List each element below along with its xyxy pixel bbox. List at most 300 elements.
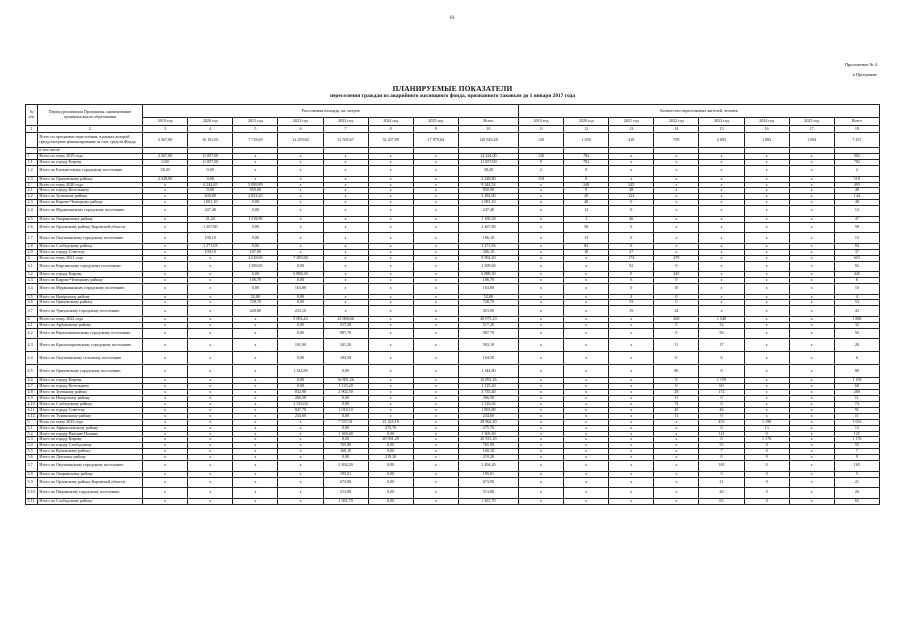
value-cell: 13 xyxy=(834,233,879,244)
row-name-cell: Всего по этапу 2022 года xyxy=(37,316,142,322)
value-cell: 653 xyxy=(834,255,879,261)
row-number-cell: 5.3 xyxy=(26,437,38,443)
value-cell: x xyxy=(368,154,413,160)
table-row xyxy=(26,222,880,233)
value-cell: x xyxy=(564,283,609,294)
value-cell: x xyxy=(789,194,834,200)
value-cell: x xyxy=(233,328,278,339)
value-cell: 32 xyxy=(834,322,879,328)
value-cell: 11 xyxy=(654,413,699,419)
indicators-table xyxy=(25,104,880,505)
value-cell: 0,00 xyxy=(323,401,368,407)
value-cell: x xyxy=(368,243,413,249)
value-cell: 0,00 xyxy=(188,166,233,177)
value-cell: x xyxy=(143,255,188,261)
value-cell: x xyxy=(654,477,699,488)
value-cell: x xyxy=(368,322,413,328)
row-number-cell: 5.6 xyxy=(26,455,38,461)
value-cell: x xyxy=(368,407,413,413)
value-cell: x xyxy=(413,278,458,284)
value-cell: x xyxy=(278,176,323,182)
value-cell: x xyxy=(609,431,654,437)
value-cell: x xyxy=(278,425,323,431)
value-cell: 0 xyxy=(744,449,789,455)
value-cell: x xyxy=(518,431,563,437)
value-cell: x xyxy=(233,378,278,384)
value-cell: x xyxy=(413,261,458,272)
row-name-cell: Итого по городу Советску xyxy=(37,249,142,255)
value-cell: x xyxy=(188,396,233,402)
value-cell: 84 xyxy=(834,243,879,249)
value-cell: x xyxy=(143,407,188,413)
value-cell: 80 xyxy=(654,365,699,378)
value-cell: x xyxy=(188,328,233,339)
row-number-cell: 4.3 xyxy=(26,339,38,352)
value-cell: 28 xyxy=(834,339,879,352)
value-cell: x xyxy=(609,471,654,477)
value-cell: 0 xyxy=(609,233,654,244)
value-cell: x xyxy=(789,176,834,182)
value-cell: 1 176 xyxy=(744,437,789,443)
value-cell: 0 xyxy=(744,431,789,437)
value-cell: 630,80 xyxy=(188,194,233,200)
value-cell: x xyxy=(564,455,609,461)
value-cell: x xyxy=(744,166,789,177)
row-number-cell: 4.11 xyxy=(26,407,38,413)
value-cell: x xyxy=(188,449,233,455)
value-cell: x xyxy=(278,166,323,177)
value-cell: x xyxy=(413,378,458,384)
value-cell: 1 018,10 xyxy=(323,407,368,413)
value-cell: x xyxy=(368,278,413,284)
row-name-cell: Итого по Слободскому району xyxy=(37,498,142,504)
value-cell: 60 xyxy=(834,384,879,390)
value-cell: x xyxy=(188,294,233,300)
value-cell: x xyxy=(564,419,609,425)
value-cell: x xyxy=(323,154,368,160)
value-cell: 11 xyxy=(654,339,699,352)
value-cell: x xyxy=(233,455,278,461)
value-cell: x xyxy=(609,396,654,402)
value-cell: 0 xyxy=(699,455,744,461)
value-cell: x xyxy=(654,154,699,160)
value-cell: x xyxy=(143,455,188,461)
value-cell: 6 xyxy=(834,352,879,365)
value-cell: x xyxy=(744,233,789,244)
value-cell: 4 244,65 xyxy=(188,182,233,188)
value-cell: x xyxy=(233,390,278,396)
value-cell: 104,50 xyxy=(458,352,518,365)
value-cell: x xyxy=(143,316,188,322)
value-cell: 1 271,63 xyxy=(458,243,518,249)
value-cell: x xyxy=(233,419,278,425)
value-cell: 455 xyxy=(699,419,744,425)
value-cell: 65 xyxy=(834,498,879,504)
table-row xyxy=(26,461,880,472)
value-cell: x xyxy=(143,419,188,425)
row-number-cell: 4.10 xyxy=(26,401,38,407)
value-cell: x xyxy=(188,390,233,396)
value-cell: x xyxy=(609,176,654,182)
value-cell: x xyxy=(233,384,278,390)
value-cell: x xyxy=(233,176,278,182)
value-cell: 7 718,69 xyxy=(233,133,278,148)
value-cell: 1 125,20 xyxy=(323,384,368,390)
value-cell: x xyxy=(413,498,458,504)
value-cell: x xyxy=(413,365,458,378)
value-cell: x xyxy=(413,249,458,255)
value-cell: x xyxy=(143,294,188,300)
value-cell: 1 094 xyxy=(789,133,834,148)
value-cell: x xyxy=(609,378,654,384)
value-cell: x xyxy=(789,154,834,160)
value-cell: x xyxy=(789,498,834,504)
value-cell: 0,00 xyxy=(323,365,368,378)
header-people-year: 2020 год xyxy=(564,118,609,126)
value-cell: 92 xyxy=(834,261,879,272)
value-cell: 1 198 xyxy=(744,419,789,425)
header-no: № п/п xyxy=(26,105,38,126)
value-cell: 1 808 xyxy=(834,316,879,322)
row-number-cell: 2.9 xyxy=(26,249,38,255)
value-cell: 32 xyxy=(699,322,744,328)
value-cell: x xyxy=(413,443,458,449)
value-cell: x xyxy=(143,339,188,352)
value-cell: x xyxy=(789,306,834,317)
value-cell: 6 xyxy=(834,278,879,284)
value-cell: x xyxy=(188,461,233,472)
header-people-year: 2019 год xyxy=(518,118,563,126)
row-number-cell: 4 xyxy=(26,316,38,322)
value-cell: 233,10 xyxy=(278,306,323,317)
value-cell: x xyxy=(654,419,699,425)
value-cell: 11 xyxy=(654,396,699,402)
value-cell: 11 xyxy=(834,413,879,419)
value-cell: x xyxy=(368,249,413,255)
value-cell: 765,90 xyxy=(458,443,518,449)
value-cell: x xyxy=(699,278,744,284)
value-cell: 220,80 xyxy=(233,306,278,317)
value-cell: x xyxy=(233,365,278,378)
value-cell: x xyxy=(323,278,368,284)
value-cell: 46 xyxy=(699,407,744,413)
value-cell: x xyxy=(143,222,188,233)
value-cell: 0,00 xyxy=(278,352,323,365)
value-cell: 120 920,28 xyxy=(458,133,518,148)
value-cell: 56 xyxy=(834,328,879,339)
value-cell: 728,70 xyxy=(233,300,278,306)
row-name-cell: Итого по Зуевскому району xyxy=(37,194,142,200)
value-cell: x xyxy=(143,200,188,206)
row-number-cell: 2.3 xyxy=(26,200,38,206)
value-cell: 160,10 xyxy=(323,449,368,455)
value-cell: x xyxy=(744,261,789,272)
value-cell: x xyxy=(654,233,699,244)
value-cell: x xyxy=(278,216,323,222)
value-cell: x xyxy=(413,222,458,233)
row-name-cell: Итого по Кирово-Чепецкому району xyxy=(37,278,142,284)
table-row xyxy=(26,365,880,378)
value-cell: 2 xyxy=(834,166,879,177)
value-cell: x xyxy=(143,206,188,217)
value-cell: x xyxy=(609,390,654,396)
value-cell: x xyxy=(789,378,834,384)
value-cell: x xyxy=(789,352,834,365)
value-cell: 120 xyxy=(518,154,563,160)
value-cell: x xyxy=(789,200,834,206)
value-cell: 5 099,89 xyxy=(233,182,278,188)
value-cell: x xyxy=(518,278,563,284)
value-cell: 0,00 xyxy=(278,278,323,284)
value-cell: x xyxy=(278,160,323,166)
value-cell: 517,20 xyxy=(323,322,368,328)
value-cell: x xyxy=(609,425,654,431)
value-cell: x xyxy=(143,188,188,194)
row-name-cell: Итого по Нагорскому району xyxy=(37,294,142,300)
row-name-cell: Итого по городу Котельничу xyxy=(37,188,142,194)
value-cell: x xyxy=(654,176,699,182)
value-cell: x xyxy=(413,188,458,194)
value-cell: 197,00 xyxy=(233,249,278,255)
value-cell: x xyxy=(413,390,458,396)
value-cell: x xyxy=(323,188,368,194)
value-cell: 161,90 xyxy=(278,339,323,352)
value-cell: x xyxy=(368,176,413,182)
row-number-cell: 4.7 xyxy=(26,384,38,390)
value-cell: x xyxy=(413,166,458,177)
value-cell: x xyxy=(413,449,458,455)
value-cell: x xyxy=(518,188,563,194)
value-cell: x xyxy=(413,455,458,461)
value-cell: x xyxy=(789,261,834,272)
header-people-year: 2023 год xyxy=(699,118,744,126)
value-cell: x xyxy=(413,407,458,413)
row-name-cell: Всего по этапу 2020 года xyxy=(37,182,142,188)
value-cell: x xyxy=(699,255,744,261)
value-cell: x xyxy=(744,272,789,278)
value-cell: 38,20 xyxy=(458,166,518,177)
value-cell: 31 505,67 xyxy=(323,133,368,148)
value-cell: x xyxy=(518,498,563,504)
value-cell: 1 159 xyxy=(834,378,879,384)
value-cell: x xyxy=(188,443,233,449)
value-cell: 260 xyxy=(654,316,699,322)
row-name-cell: Итого по Оричевскому району xyxy=(37,176,142,182)
value-cell: 5 004,44 xyxy=(278,316,323,322)
header-name: Период реализации Программы, наименование муниципального образования xyxy=(37,105,142,126)
header-people-group: Количество переселяемых жителей, человек xyxy=(518,105,879,118)
value-cell: x xyxy=(654,200,699,206)
value-cell: x xyxy=(518,401,563,407)
value-cell: x xyxy=(143,378,188,384)
value-cell: x xyxy=(744,243,789,249)
value-cell: x xyxy=(233,160,278,166)
header-col-number: 17 xyxy=(789,126,834,133)
value-cell: x xyxy=(744,200,789,206)
value-cell: 4 xyxy=(834,294,879,300)
row-number-cell: 4.12 xyxy=(26,413,38,419)
row-name-cell: Итого по городу Кирову xyxy=(37,160,142,166)
row-name-cell: Всего по этапу 2019 года xyxy=(37,154,142,160)
value-cell: x xyxy=(699,243,744,249)
value-cell: x xyxy=(368,206,413,217)
value-cell: x xyxy=(233,443,278,449)
value-cell: x xyxy=(609,352,654,365)
value-cell: x xyxy=(413,300,458,306)
value-cell: x xyxy=(744,384,789,390)
value-cell: x xyxy=(789,449,834,455)
value-cell: x xyxy=(233,498,278,504)
value-cell: 11 857,00 xyxy=(188,160,233,166)
value-cell: 172 xyxy=(699,390,744,396)
row-number-cell: 3.4 xyxy=(26,283,38,294)
value-cell: x xyxy=(278,443,323,449)
value-cell: x xyxy=(789,471,834,477)
value-cell: 0,00 xyxy=(233,283,278,294)
value-cell: x xyxy=(699,176,744,182)
header-col-number: 18 xyxy=(834,126,879,133)
header-people-year: 2022 год xyxy=(654,118,699,126)
value-cell: 21 425,19 xyxy=(368,419,413,425)
value-cell: 275,70 xyxy=(368,425,413,431)
value-cell: x xyxy=(518,477,563,488)
value-cell: 124 xyxy=(609,194,654,200)
value-cell: 53 xyxy=(834,300,879,306)
value-cell: 0 xyxy=(609,200,654,206)
value-cell: 847,70 xyxy=(278,407,323,413)
value-cell: x xyxy=(188,488,233,499)
value-cell: 48 xyxy=(609,188,654,194)
value-cell: 1 509,60 xyxy=(233,261,278,272)
table-body xyxy=(26,133,880,505)
value-cell: 1 865,80 xyxy=(458,407,518,413)
value-cell: x xyxy=(789,300,834,306)
value-cell: 2 853,20 xyxy=(233,194,278,200)
document-title: ПЛАНИРУЕМЫЕ ПОКАЗАТЕЛИ xyxy=(392,84,513,93)
value-cell: 0,00 xyxy=(368,449,413,455)
value-cell: x xyxy=(233,401,278,407)
header-col-number: 5 xyxy=(233,126,278,133)
value-cell: x xyxy=(744,176,789,182)
value-cell: 9 xyxy=(834,455,879,461)
value-cell: 0 xyxy=(564,188,609,194)
value-cell: x xyxy=(654,437,699,443)
value-cell: x xyxy=(789,278,834,284)
value-cell: x xyxy=(518,243,563,249)
value-cell: x xyxy=(789,437,834,443)
value-cell: x xyxy=(323,176,368,182)
row-name-cell: Всего по этапу 2021 года xyxy=(37,255,142,261)
value-cell: 0,00 xyxy=(278,328,323,339)
table-row xyxy=(26,352,880,365)
value-cell: 74 xyxy=(654,401,699,407)
value-cell: 106,70 xyxy=(233,278,278,284)
value-cell: 0,00 xyxy=(278,384,323,390)
header-col-number: 4 xyxy=(188,126,233,133)
value-cell: x xyxy=(368,194,413,200)
value-cell: x xyxy=(143,352,188,365)
row-number-cell: 2.2 xyxy=(26,194,38,200)
value-cell: x xyxy=(789,390,834,396)
value-cell: 144 xyxy=(834,194,879,200)
value-cell: x xyxy=(188,322,233,328)
value-cell: x xyxy=(233,322,278,328)
row-number-cell: 5.5 xyxy=(26,449,38,455)
value-cell: 12 xyxy=(834,206,879,217)
value-cell: 0,00 xyxy=(368,461,413,472)
value-cell: 20 931,29 xyxy=(458,437,518,443)
value-cell: 2 367,00 xyxy=(143,154,188,160)
value-cell: x xyxy=(744,365,789,378)
value-cell: 782 xyxy=(834,160,879,166)
row-name-cell: Итого по Омутнинскому городскому поселению xyxy=(37,233,142,244)
row-name-cell: Итого по Орловскому району Кировской области xyxy=(37,222,142,233)
value-cell: x xyxy=(233,471,278,477)
row-number-cell: 5.7 xyxy=(26,461,38,472)
value-cell: 728,70 xyxy=(458,300,518,306)
row-number-cell: 2.4 xyxy=(26,206,38,217)
value-cell: x xyxy=(413,419,458,425)
value-cell: x xyxy=(413,431,458,437)
value-cell: 0 xyxy=(699,396,744,402)
value-cell: x xyxy=(278,194,323,200)
value-cell: x xyxy=(609,328,654,339)
value-cell: 174 xyxy=(609,255,654,261)
value-cell: 453,90 xyxy=(458,306,518,317)
value-cell: x xyxy=(654,243,699,249)
value-cell: x xyxy=(699,182,744,188)
value-cell: 341,20 xyxy=(323,339,368,352)
value-cell: 60 xyxy=(699,384,744,390)
value-cell: x xyxy=(518,255,563,261)
value-cell: 23 968,66 xyxy=(323,316,368,322)
value-cell: 7 257 xyxy=(834,133,879,148)
value-cell: x xyxy=(609,407,654,413)
row-number-cell: 3.2 xyxy=(26,272,38,278)
value-cell: x xyxy=(744,328,789,339)
value-cell: 26 xyxy=(834,488,879,499)
value-cell: x xyxy=(368,339,413,352)
value-cell: 6 xyxy=(699,352,744,365)
value-cell: x xyxy=(368,384,413,390)
value-cell: x xyxy=(654,166,699,177)
value-cell: x xyxy=(518,443,563,449)
value-cell: x xyxy=(564,328,609,339)
row-name-cell: Итого по Верхошижемскому городскому поселению xyxy=(37,328,142,339)
value-cell: x xyxy=(233,413,278,419)
value-cell: x xyxy=(699,166,744,177)
value-cell: x xyxy=(564,401,609,407)
value-cell: 0,00 xyxy=(278,294,323,300)
row-name-cell: Итого по городу Слободскому xyxy=(37,443,142,449)
value-cell: x xyxy=(609,365,654,378)
row-name-cell: Итого по Опаринскому району xyxy=(37,216,142,222)
value-cell: 163,80 xyxy=(278,283,323,294)
value-cell: x xyxy=(518,200,563,206)
value-cell: 2 328,80 xyxy=(143,176,188,182)
value-cell: 52,80 xyxy=(458,294,518,300)
header-people-year: 2025 год xyxy=(789,118,834,126)
value-cell: x xyxy=(143,283,188,294)
value-cell: x xyxy=(564,306,609,317)
value-cell: x xyxy=(744,283,789,294)
value-cell: x xyxy=(413,200,458,206)
header-area-year: 2024 год xyxy=(368,118,413,126)
value-cell: x xyxy=(654,488,699,499)
row-number-cell: 3 xyxy=(26,255,38,261)
value-cell: x xyxy=(188,316,233,322)
value-cell: x xyxy=(368,160,413,166)
